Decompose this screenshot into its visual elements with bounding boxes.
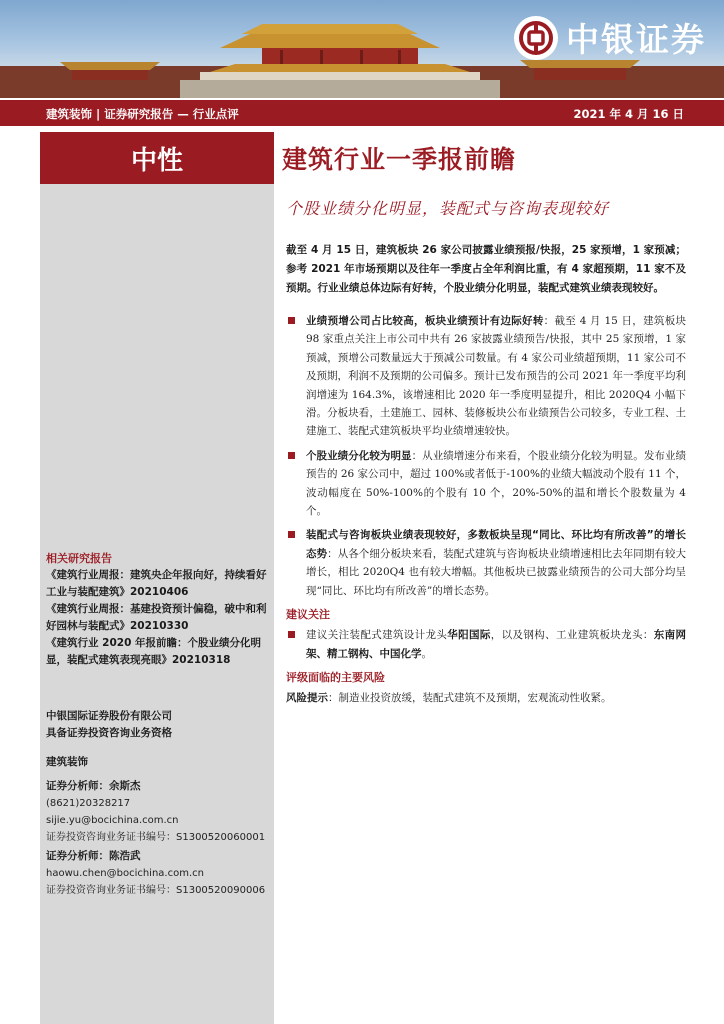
report-header-bar bbox=[0, 100, 724, 126]
analyst-email[interactable]: sijie.yu@bocichina.com.cn bbox=[46, 815, 179, 826]
analyst-cert: 证券投资咨询业务证书编号：S1300520060001 bbox=[46, 832, 266, 843]
logo-text: 中银证券 bbox=[566, 20, 706, 59]
suggest-text-c: 。 bbox=[421, 647, 432, 660]
bank-logo-icon bbox=[514, 16, 558, 60]
main-content bbox=[282, 132, 686, 707]
header-banner bbox=[0, 0, 724, 98]
bullet-square-icon bbox=[288, 531, 295, 538]
risk-body: ：制造业投资放缓，装配式建筑不及预期，宏观流动性收紧。 bbox=[328, 691, 612, 704]
suggest-item bbox=[286, 626, 686, 663]
bullet-square-icon bbox=[288, 631, 295, 638]
risk-title: 评级面临的主要风险 bbox=[286, 670, 385, 684]
related-reports-title: 相关研究报告 bbox=[46, 552, 112, 565]
key-point-text: ：从业绩增速分布来看，个股业绩分化较为明显。发布业绩预告的 26 家公司中，超过 100%或者低于-100%的业绩大幅波动个股有 11 个，波动幅度在 50%-100%的个股有 10 个，20%-50%的温和增长个股数量为 4 个。 bbox=[306, 449, 687, 518]
suggest-highlight-a: 华阳国际 bbox=[447, 629, 491, 642]
analyst-2 bbox=[46, 848, 268, 899]
key-point-lead: 装配式与咨询板块业绩表现较好，多数板块呈现“同比、环比均有所改善”的增长态势 bbox=[306, 529, 686, 560]
rating-badge: 中性 bbox=[40, 132, 274, 184]
bullet-square-icon bbox=[288, 452, 295, 459]
analyst-phone: (8621)20328217 bbox=[46, 798, 131, 809]
qualification: 具备证券投资咨询业务资格 bbox=[46, 727, 172, 739]
company-info bbox=[46, 708, 268, 742]
suggest-highlight-b: 东南网架、精工钢构、中国化学 bbox=[306, 629, 687, 660]
key-point-lead: 业绩预增公司占比较高，板块业绩预计有边际好转 bbox=[306, 315, 544, 327]
related-report-item[interactable]: 《建筑行业周报：基建投资预计偏稳，破中和利好园林与装配式》20210330 bbox=[46, 603, 267, 632]
suggest-text-b: ，以及钢构、工业建筑板块龙头： bbox=[490, 629, 654, 642]
bullet-square-icon bbox=[288, 317, 295, 324]
key-point bbox=[286, 312, 686, 441]
analyst-name: 陈浩武 bbox=[109, 850, 141, 862]
key-point bbox=[286, 526, 686, 600]
key-point-lead: 个股业绩分化较为明显 bbox=[306, 449, 412, 462]
analyst-cert: 证券投资咨询业务证书编号：S1300520090006 bbox=[46, 885, 266, 896]
key-points bbox=[286, 312, 686, 600]
related-report-item[interactable]: 《建筑行业周报：建筑央企年报向好，持续看好工业与装配建筑》20210406 bbox=[46, 569, 267, 598]
suggest-text-a: 建议关注装配式建筑设计龙头 bbox=[306, 629, 448, 642]
company-logo bbox=[514, 14, 706, 61]
sector-name: 建筑装饰 bbox=[46, 756, 88, 768]
suggest-title: 建议关注 bbox=[286, 608, 330, 622]
risk-lead: 风险提示 bbox=[286, 691, 328, 704]
company-name: 中银国际证券股份有限公司 bbox=[46, 710, 172, 722]
analyst-email[interactable]: haowu.chen@bocichina.com.cn bbox=[46, 868, 204, 879]
sidebar bbox=[40, 132, 274, 1024]
key-point-text: ：截至 4 月 15 日，建筑板块 98 家重点关注上市公司中共有 26 家披露业绩预告/快报，其中 25 家预增，1 家预减，预增公司数量远大于预减公司数量。有 4 家公司业绩超预期，11 家公司不及预期，利润不及预期的公司偏多。预计已发布预告的公司 2021 年一季度平均利润增速为 164.3%，该增速相比 2020 年一季度明显提升，相比 2020Q4 小幅下滑。分板块看，土建施工、园林、装修板块公布业绩预告公司较多，专业工程、土建施工、装配式建筑板块平均业绩增速较快。 bbox=[306, 315, 686, 438]
related-reports bbox=[46, 550, 268, 669]
report-subtitle: 个股业绩分化明显，装配式与咨询表现较好 bbox=[286, 199, 610, 218]
analyst-1 bbox=[46, 778, 268, 846]
analyst-label: 证券分析师： bbox=[46, 780, 109, 792]
report-date: 2021 年 4 月 16 日 bbox=[573, 107, 684, 121]
sector-label bbox=[46, 754, 268, 771]
key-point bbox=[286, 447, 686, 521]
risk-text bbox=[286, 689, 686, 707]
report-title: 建筑行业一季报前瞻 bbox=[282, 145, 517, 174]
related-report-item[interactable]: 《建筑行业 2020 年报前瞻：个股业绩分化明显，装配式建筑表现亮眼》20210318 bbox=[46, 637, 262, 666]
report-summary: 截至 4 月 15 日，建筑板块 26 家公司披露业绩预报/快报，25 家预增，1 家预减；参考 2021 年市场预期以及往年一季度占全年利润比重，有 4 家超预期，11 家不及预期。行业业绩总体边际有好转，个股业绩分化明显，装配式建筑业绩表现较好。 bbox=[286, 244, 686, 294]
key-point-text: ：从各个细分板块来看，装配式建筑与咨询板块业绩增速相比去年同期有较大增长，相比 2020Q4 也有较大增幅。其他板块已披露业绩预告的公司大部分均呈现“同比、环比均有所改善”的增长态势。 bbox=[306, 547, 687, 597]
analyst-label: 证券分析师： bbox=[46, 850, 109, 862]
analyst-name: 余斯杰 bbox=[109, 780, 141, 792]
report-category: 建筑装饰 | 证券研究报告 — 行业点评 bbox=[46, 107, 239, 121]
